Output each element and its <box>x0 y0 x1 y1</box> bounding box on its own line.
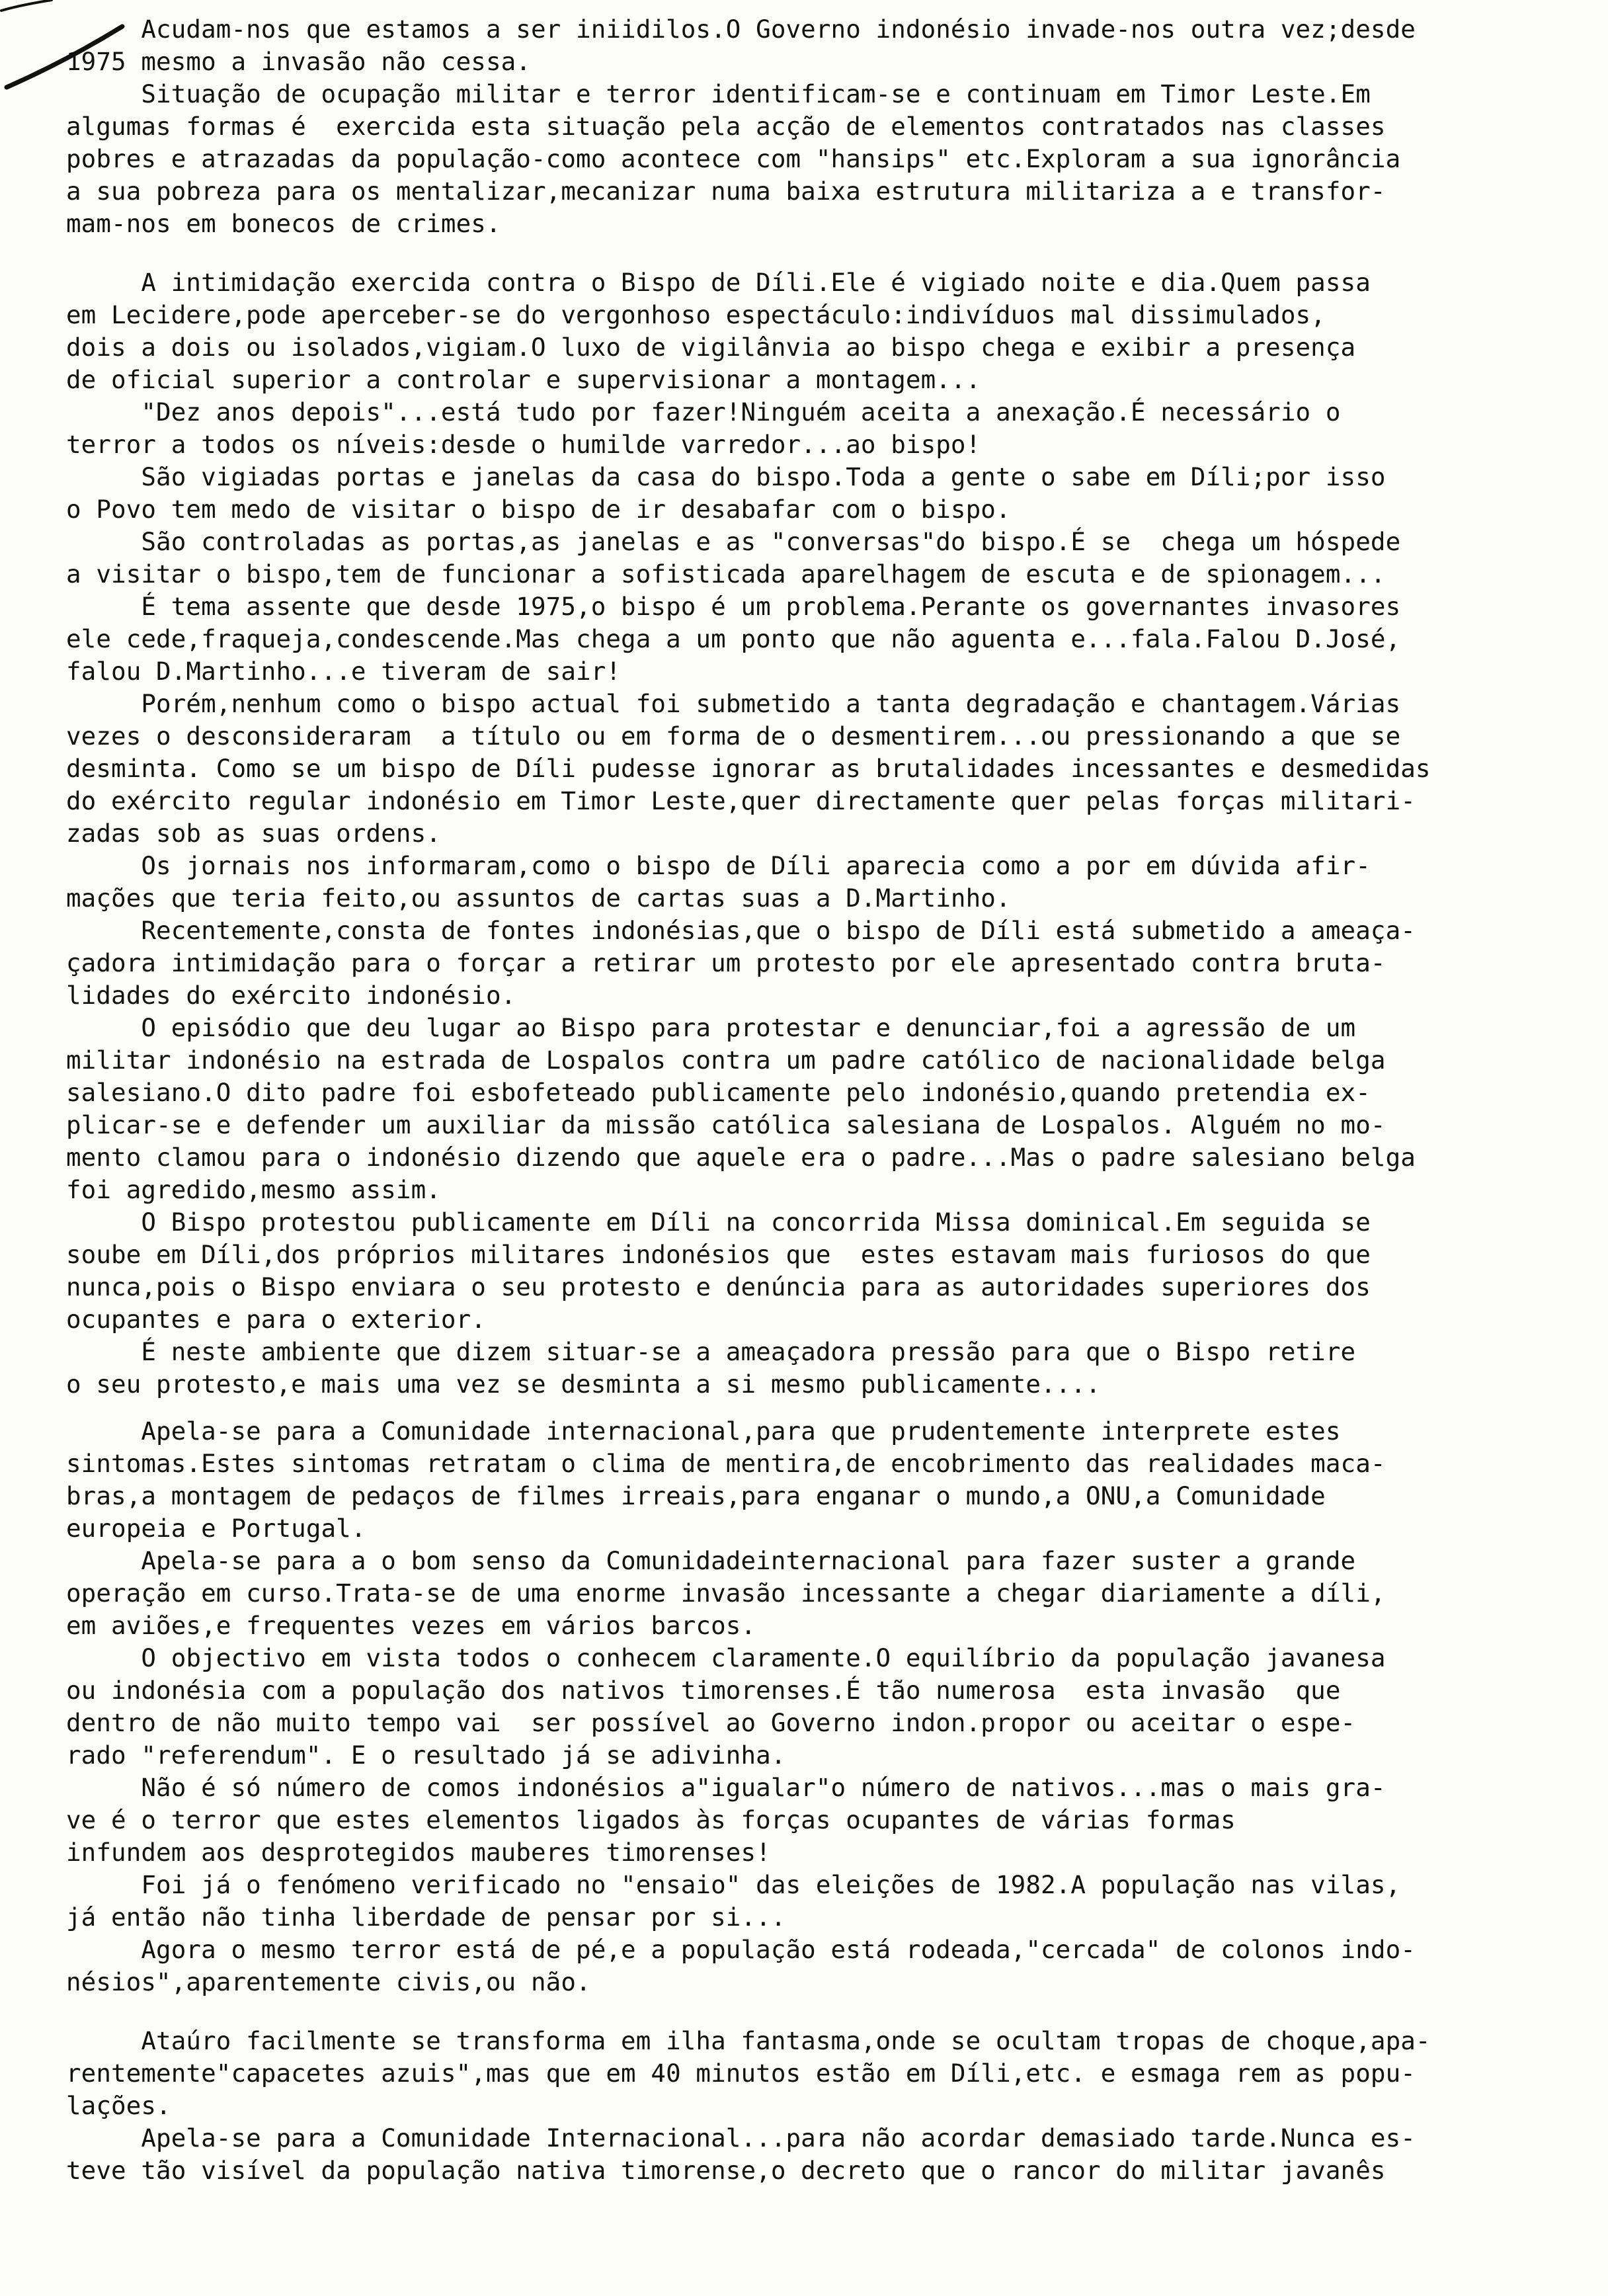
text-line: zadas sob as suas ordens. <box>66 819 441 848</box>
text-line: O Bispo protestou publicamente em Díli na concorrida Missa dominical.Em seguida se <box>66 1208 1371 1237</box>
text-line: Porém,nenhum como o bispo actual foi submetido a tanta degradação e chantagem.Várias <box>66 689 1401 718</box>
text-line: Acudam-nos que estamos a ser iniidilos.O Governo indonésio invade-nos outra vez;desde <box>66 15 1416 44</box>
text-line: o Povo tem medo de visitar o bispo de ir desabafar com o bispo. <box>66 495 1011 524</box>
text-line: O episódio que deu lugar ao Bispo para protestar e denunciar,foi a agressão de um <box>66 1013 1356 1042</box>
text-line: Apela-se para a o bom senso da Comunidadeinternacional para fazer suster a grande <box>66 1546 1356 1575</box>
text-line: São vigiadas portas e janelas da casa do bispo.Toda a gente o sabe em Díli;por isso <box>66 462 1386 491</box>
text-line: É neste ambiente que dizem situar-se a ameaçadora pressão para que o Bispo retire <box>66 1337 1356 1366</box>
text-line: ou indonésia com a população dos nativos timorenses.É tão numerosa esta invasão que <box>66 1676 1341 1705</box>
text-line: dentro de não muito tempo vai ser possível ao Governo indon.propor ou aceitar o espe- <box>66 1708 1356 1737</box>
text-line: É tema assente que desde 1975,o bispo é um problema.Perante os governantes invasores <box>66 592 1401 621</box>
text-line: Os jornais nos informaram,como o bispo de Díli aparecia como a por em dúvida afir- <box>66 851 1371 880</box>
text-line: a visitar o bispo,tem de funcionar a sofisticada aparelhagem de escuta e de spionagem... <box>66 559 1386 589</box>
text-line: falou D.Martinho...e tiveram de sair! <box>66 657 622 686</box>
text-line: Foi já o fenómeno verificado no "ensaio" das eleições de 1982.A população nas vilas, <box>66 1870 1401 1899</box>
text-line: já então não tinha liberdade de pensar por si... <box>66 1903 786 1932</box>
paragraph-gap <box>66 1401 1593 1415</box>
text-line: militar indonésio na estrada de Lospalos contra um padre católico de nacionalidade belga <box>66 1046 1386 1075</box>
text-line: europeia e Portugal. <box>66 1514 366 1543</box>
text-line: ele cede,fraqueja,condescende.Mas chega a um ponto que não aguenta e...fala.Falou D.José, <box>66 624 1401 653</box>
text-line: operação em curso.Trata-se de uma enorme invasão incessante a chegar diariamente a díli, <box>66 1578 1386 1608</box>
text-line: plicar-se e defender um auxiliar da missão católica salesiana de Lospalos. Alguém no mo- <box>66 1110 1386 1139</box>
text-line: nunca,pois o Bispo enviara o seu protesto e denúncia para as autoridades superiores dos <box>66 1272 1371 1301</box>
text-line: bras,a montagem de pedaços de filmes irreais,para enganar o mundo,a ONU,a Comunidade <box>66 1481 1326 1510</box>
text-line: çadora intimidação para o forçar a retirar um protesto por ele apresentado contra bruta- <box>66 948 1386 977</box>
text-line: dois a dois ou isolados,vigiam.O luxo de vigilânvia ao bispo chega e exibir a presença <box>66 333 1356 362</box>
text-line: "Dez anos depois"...está tudo por fazer!Ninguém aceita a anexação.É necessário o <box>66 397 1341 427</box>
text-line: nésios",aparentemente civis,ou não. <box>66 1967 591 1996</box>
text-line: Apela-se para a Comunidade Internacional...para não acordar demasiado tarde.Nunca es- <box>66 2123 1416 2152</box>
text-line: salesiano.O dito padre foi esbofeteado publicamente pelo indonésio,quando pretendia ex- <box>66 1078 1371 1107</box>
text-line: rado "referendum". E o resultado já se adivinha. <box>66 1741 786 1770</box>
text-line: mações que teria feito,ou assuntos de cartas suas a D.Martinho. <box>66 883 1011 913</box>
text-line: do exército regular indonésio em Timor Leste,quer directamente quer pelas forças militari- <box>66 786 1416 815</box>
text-line: pobres e atrazadas da população-como acontece com "hansips" etc.Exploram a sua ignorância <box>66 144 1401 173</box>
text-line: desminta. Como se um bispo de Díli pudesse ignorar as brutalidades incessantes e desmedidas <box>66 754 1431 783</box>
text-line: lidades do exército indonésio. <box>66 981 516 1010</box>
text-line: O objectivo em vista todos o conhecem claramente.O equilíbrio da população javanesa <box>66 1643 1386 1672</box>
text-line: o seu protesto,e mais uma vez se desminta a si mesmo publicamente.... <box>66 1370 1101 1399</box>
text-line: Agora o mesmo terror está de pé,e a população está rodeada,"cercada" de colonos indo- <box>66 1935 1416 1964</box>
text-line: Recentemente,consta de fontes indonésias,que o bispo de Díli está submetido a ameaça- <box>66 916 1416 945</box>
text-line: Não é só número de comos indonésios a"igualar"o número de nativos...mas o mais gra- <box>66 1773 1386 1802</box>
text-line: em aviões,e frequentes vezes em vários barcos. <box>66 1611 756 1640</box>
text-line: teve tão visível da população nativa timorense,o decreto que o rancor do militar javanês <box>66 2156 1386 2185</box>
text-line: Situação de ocupação militar e terror identificam-se e continuam em Timor Leste.Em <box>66 79 1371 108</box>
text-line: soube em Díli,dos próprios militares indonésios que estes estavam mais furiosos do que <box>66 1240 1371 1269</box>
text-line: rentemente"capacetes azuis",mas que em 40 minutos estão em Díli,etc. e esmaga rem as popu- <box>66 2059 1416 2088</box>
text-line: a sua pobreza para os mentalizar,mecanizar numa baixa estrutura militariza a e transfor- <box>66 177 1386 206</box>
text-line: São controladas as portas,as janelas e as "conversas"do bispo.É se chega um hóspede <box>66 527 1401 556</box>
text-line: foi agredido,mesmo assim. <box>66 1175 441 1204</box>
text-line: A intimidação exercida contra o Bispo de Díli.Ele é vigiado noite e dia.Quem passa <box>66 268 1371 297</box>
text-line: sintomas.Estes sintomas retratam o clima de mentira,de encobrimento das realidades maca- <box>66 1449 1386 1478</box>
text-line: 1975 mesmo a invasão não cessa. <box>66 47 531 76</box>
text-line: de oficial superior a controlar e supervisionar a montagem... <box>66 365 981 394</box>
text-line: terror a todos os níveis:desde o humilde varredor...ao bispo! <box>66 430 981 459</box>
text-line: mam-nos em bonecos de crimes. <box>66 209 501 238</box>
document-body <box>66 13 1593 2187</box>
text-line: ve é o terror que estes elementos ligados às forças ocupantes de várias formas <box>66 1805 1236 1834</box>
paragraph-gap <box>66 240 1593 266</box>
text-line: algumas formas é exercida esta situação pela acção de elementos contratados nas classes <box>66 112 1386 141</box>
paragraph-gap <box>66 1998 1593 2025</box>
text-line: em Lecidere,pode aperceber-se do vergonhoso espectáculo:indivíduos mal dissimulados, <box>66 300 1326 329</box>
text-line: Apela-se para a Comunidade internacional,para que prudentemente interprete estes <box>66 1416 1341 1446</box>
text-line: lações. <box>66 2091 171 2120</box>
text-line: Ataúro facilmente se transforma em ilha fantasma,onde se ocultam tropas de choque,apa- <box>66 2026 1431 2055</box>
text-line: vezes o desconsideraram a título ou em forma de o desmentirem...ou pressionando a que se <box>66 721 1401 751</box>
text-line: mento clamou para o indonésio dizendo que aquele era o padre...Mas o padre salesiano belga <box>66 1143 1416 1172</box>
text-line: ocupantes e para o exterior. <box>66 1305 486 1334</box>
text-line: infundem aos desprotegidos mauberes timorenses! <box>66 1838 771 1867</box>
